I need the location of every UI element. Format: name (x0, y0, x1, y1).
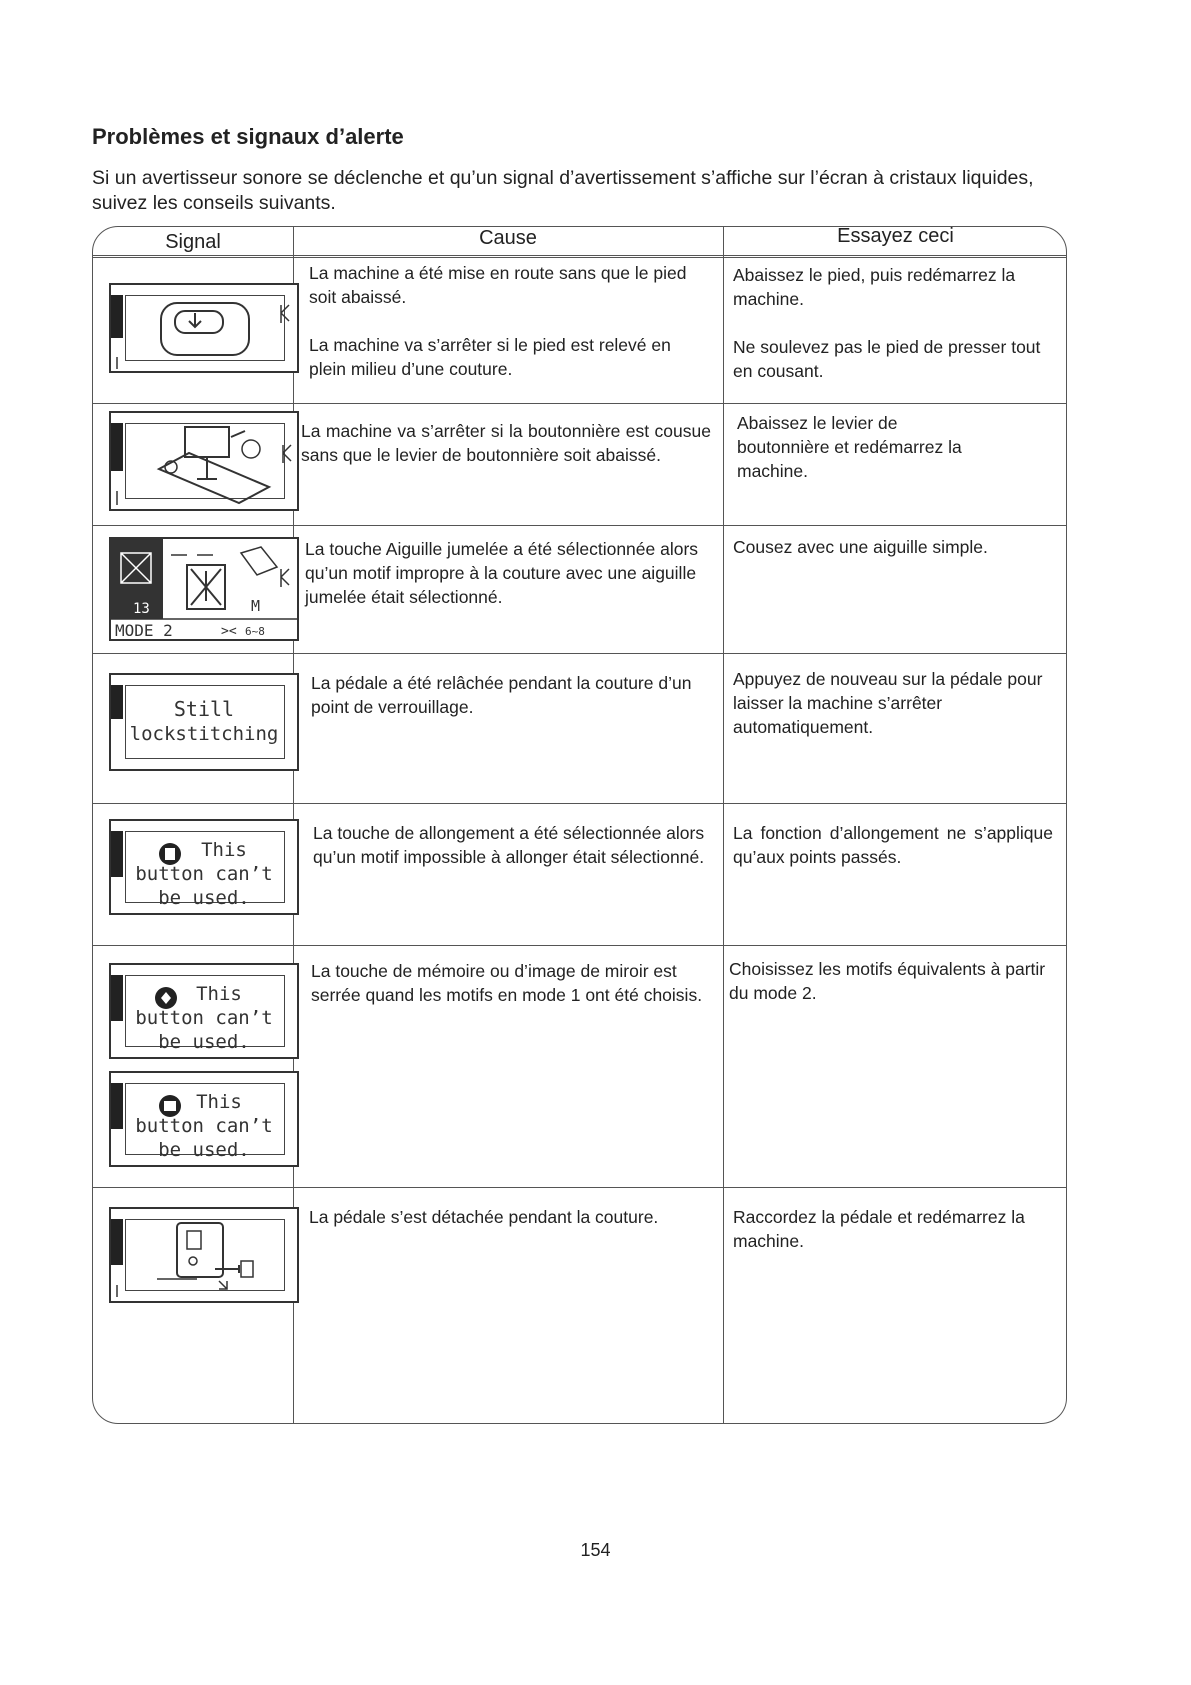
cause-row-6 (311, 959, 711, 1031)
header-cause: Cause (479, 226, 537, 249)
cause-text: La touche Aiguille jumelée a été sélectionnée alors qu’un motif impropre à la couture avec une aiguille jumelée était sélectionné. (305, 539, 699, 607)
svg-text:M: M (251, 597, 261, 615)
lcd-line: Still (173, 697, 235, 721)
row-divider (93, 803, 1066, 804)
cause-row-3 (305, 537, 715, 633)
header-signal: Signal (165, 230, 221, 253)
svg-text:><: >< (221, 624, 237, 639)
warning-signals-table (92, 226, 1067, 1424)
lcd-line: This (201, 839, 247, 861)
page-title: Problèmes et signaux d’alerte (92, 124, 404, 149)
lcd-line: This (196, 983, 242, 1005)
svg-text:MODE 2: MODE 2 (115, 621, 173, 639)
lcd-line: be used. (158, 1031, 250, 1053)
lcd-line: button can’t (135, 1007, 273, 1029)
column-divider (723, 227, 724, 1423)
svg-text:6~8: 6~8 (245, 625, 265, 638)
lcd-line: be used. (158, 1139, 250, 1161)
remedy-text: La fonction d’allongement ne s’applique qu’aux points passés. (733, 823, 1053, 867)
row-divider (93, 945, 1066, 946)
lcd-line: be used. (158, 887, 250, 909)
remedy-text: Abaissez le pied, puis redémarrez la machine. (733, 265, 1016, 309)
lcd-still-lockstitching (109, 673, 299, 771)
svg-text:13: 13 (133, 601, 150, 617)
remedy-row-5 (733, 821, 1053, 893)
lcd-line: button can’t (135, 863, 273, 885)
lcd-line: lockstitching (129, 723, 279, 745)
remedy-text: Abaissez le levier de boutonnière et redémarrez la machine. (737, 413, 962, 481)
row-divider (93, 653, 1066, 654)
remedy-row-3 (733, 535, 1053, 583)
cause-text: La machine va s’arrêter si la boutonnière est cousue sans que le levier de boutonnière soit abaissé. (301, 421, 711, 465)
lcd-line: This (196, 1091, 242, 1113)
lcd-button-cannot-be-used (109, 819, 299, 915)
cause-text: La touche de mémoire ou d’image de miroir est serrée quand les motifs en mode 1 ont été choisis. (311, 961, 703, 1005)
remedy-text: Appuyez de nouveau sur la pédale pour laisser la machine s’arrêter automatiquement. (733, 669, 1043, 737)
remedy-text: Raccordez la pédale et redémarrez la machine. (733, 1207, 1025, 1251)
remedy-row-6 (729, 957, 1049, 1029)
presser-foot-icon (111, 285, 297, 371)
remedy-row-2 (737, 411, 987, 507)
remedy-text: Cousez avec une aiguille simple. (733, 537, 988, 557)
remedy-row-1 (733, 263, 1053, 407)
remedy-row-4 (733, 667, 1053, 763)
twin-needle-icon (111, 539, 297, 639)
cause-row-2 (301, 419, 711, 491)
cause-row-5 (313, 821, 713, 893)
buttonhole-lever-icon (111, 413, 297, 509)
row-divider (93, 1187, 1066, 1188)
cause-text: La pédale s’est détachée pendant la couture. (309, 1207, 659, 1227)
cause-text: La touche de allongement a été sélectionnée alors qu’un motif impossible à allonger était sélectionné. (313, 823, 705, 867)
lcd-memory-key-cannot-be-used (109, 1071, 299, 1167)
remedy-text: Ne soulevez pas le pied de presser tout en cousant. (733, 337, 1041, 381)
remedy-text: Choisissez les motifs équivalents à partir du mode 2. (729, 959, 1046, 1003)
lcd-twin-needle (109, 537, 299, 641)
foot-control-icon (111, 1209, 297, 1301)
cause-text: La machine a été mise en route sans que le pied soit abaissé. (309, 263, 687, 307)
cause-row-4 (311, 671, 721, 743)
lcd-foot-control-disconnected (109, 1207, 299, 1303)
lcd-buttonhole-lever (109, 411, 299, 511)
lcd-line: button can’t (135, 1115, 273, 1137)
row-divider (93, 525, 1066, 526)
header-remedy: Essayez ceci (837, 224, 954, 247)
cause-text: La machine va s’arrêter si le pied est relevé en plein milieu d’une couture. (309, 335, 671, 379)
cause-row-7 (309, 1205, 719, 1253)
remedy-row-7 (733, 1205, 1053, 1277)
lcd-mirror-key-cannot-be-used (109, 963, 299, 1059)
cause-text: La pédale a été relâchée pendant la couture d’un point de verrouillage. (311, 673, 692, 717)
page-number: 154 (580, 1540, 611, 1560)
cause-row-1 (309, 261, 709, 405)
intro-paragraph: Si un avertisseur sonore se déclenche et qu’un signal d’avertissement s’affiche sur l’écran à cristaux liquides, suivez les conseils suivants. (92, 167, 1034, 214)
lcd-presser-foot-up (109, 283, 299, 373)
